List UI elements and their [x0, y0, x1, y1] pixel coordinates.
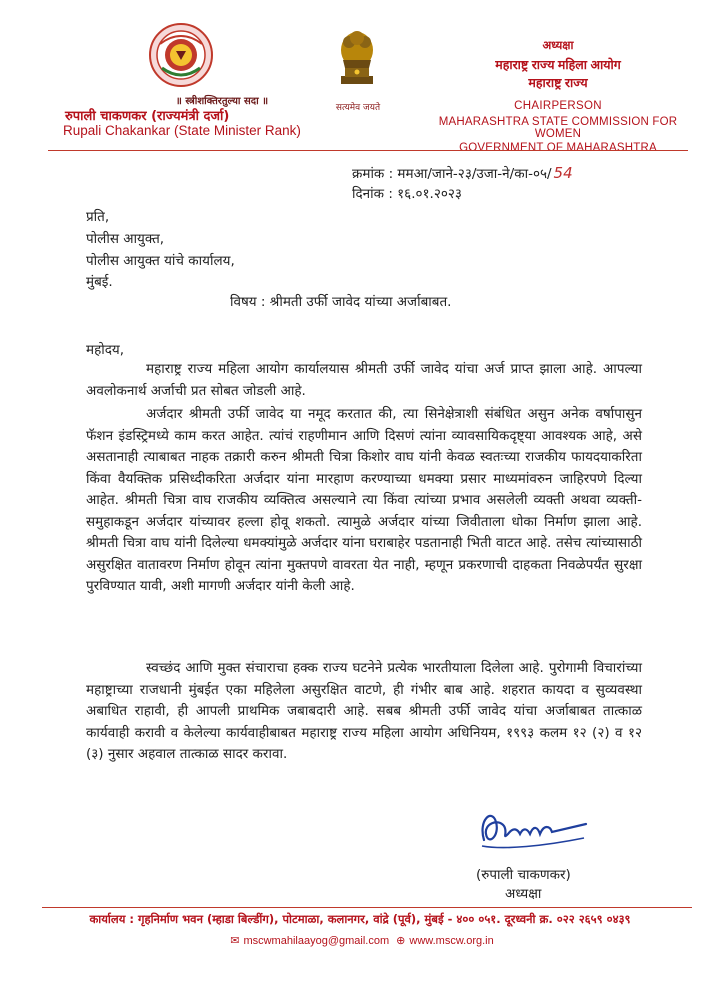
chairperson-name-marathi: रुपाली चाकणकर (राज्यमंत्री दर्जा)	[65, 109, 230, 124]
body-paragraph-3: स्वच्छंद आणि मुक्त संचाराचा हक्क राज्य घटनेने प्रत्येक भारतीयाला दिलेला आहे. पुरोगामी विचारांच्या महाष्ट्राच्या राजधानी मुंबईत एका महिलेला असुरक्षित वाटणे, ही गंभीर बाब आहे. शहरात कायदा व सुव्यवस्था अबाधित राहावी, ही आपली प्राथमिक जबाबदारी आहे. सबब श्रीमती उर्फी जावेद यांचा अर्जाबाबत तात्काळ कार्यवाही करावी व केलेल्या कार्यवाहीबाबत महाराष्ट्र राज्य महिला आयोग अधिनियम, १९९३ कलम १२ (२) व १२ (३) नुसार अहवाल तात्काळ सादर करावा.	[86, 660, 642, 762]
title-marathi: अध्यक्षा	[542, 40, 574, 52]
org-english: MAHARASHTRA STATE COMMISSION FOR WOMEN	[438, 116, 678, 140]
reference-number	[352, 164, 573, 182]
email-icon: ✉	[230, 935, 240, 947]
footer-website[interactable]: www.mscw.org.in	[409, 935, 494, 947]
signatory-title: अध्यक्षा	[505, 886, 542, 902]
reference-number-text: क्रमांक : ममआ/जाने-२३/उजा-ने/का-०५/	[352, 166, 552, 182]
body-paragraph-1: महाराष्ट्र राज्य महिला आयोग कार्यालयास श्रीमती उर्फी जावेद यांचा अर्ज प्राप्त झाला आहे. आपल्या अवलोकनार्थ अर्जाची प्रत सोबत जोडली आहे.	[86, 361, 642, 399]
signatory-name: (रुपाली चाकणकर)	[476, 867, 571, 883]
body-paragraph-2: अर्जदार श्रीमती उर्फी जावेद या नमूद करतात की, त्या सिनेक्षेत्राशी संबंधित असुन अनेक वर्षापासुन फॅशन इंडस्ट्रिमध्ये काम करत आहेत. त्यांचं राहणीमान आणि दिसणं त्यांना व्यावसायिकदृष्ट्या आवश्यक आहे, असे असतानाही त्याबाबत नाहक तक्रारी करुन श्रीमती चित्रा किशोर वाघ यांनी केवळ स्वतःच्या राजकीय फायदयाकरिता किंवा वैयक्तिक प्रसिध्दीकरिता अर्जदार यांना मारहाण करण्याच्या धमक्या प्रसार माध्यमांवरुन जाहिरपणे दिल्या आहेत. श्रीमती चित्रा वाघ राजकीय व्यक्तित्व असल्याने त्या किंवा त्यांच्या प्रभाव असलेली व्यक्ती अथवा व्यक्ती-समुहाकडून अर्जदार यांच्यावर हल्ला होवू शकतो. त्यामुळे अर्जदार यांच्या जिवीताला धोका निर्माण झाला आहे. श्रीमती चित्रा वाघ यांनी दिलेल्या धमक्यांमुळे अर्जदार यांना घराबाहेर पडतानाही भिती वाटत आहे. तसेच त्यांच्यासाठी असुरक्षित वातावरण निर्माण होवून त्यांना मुक्तपणे वावरता येत नाही, म्हणून प्रकरणाची दाहकता निवळेपर्यंत सुरक्षा पुरविण्यात यावी, अशी मागणी अर्जदार यांनी केली आहे.	[86, 406, 642, 594]
emblem-motto: सत्यमेव जयते	[335, 103, 381, 113]
gov-marathi: महाराष्ट्र राज्य	[528, 76, 588, 90]
commission-seal-icon	[148, 22, 214, 88]
handwritten-signature-icon	[474, 800, 594, 858]
footer-email[interactable]: mscwmahilaayog@gmail.com	[243, 935, 390, 947]
salutation: महोदय,	[86, 342, 125, 358]
reference-handwritten-number: 54	[553, 164, 573, 182]
org-marathi: महाराष्ट्र राज्य महिला आयोग	[495, 58, 621, 72]
reference-date: दिनांक : १६.०१.२०२३	[352, 186, 462, 202]
chairperson-name-english: Rupali Chakankar (State Minister Rank)	[63, 123, 301, 138]
address-line-4: मुंबई.	[86, 274, 113, 290]
globe-icon: ⊕	[396, 935, 406, 947]
letter-subject: विषय : श्रीमती उर्फी जावेद यांच्या अर्जाबाबत.	[230, 294, 452, 310]
footer-divider	[42, 907, 692, 908]
address-line-3: पोलीस आयुक्त यांचे कार्यालय,	[86, 253, 235, 269]
address-line-2: पोलीस आयुक्त,	[86, 231, 165, 247]
header-divider	[48, 150, 688, 151]
address-line-1: प्रति,	[86, 209, 110, 225]
gov-english: GOVERNMENT OF MAHARASHTRA	[459, 142, 657, 154]
national-emblem-icon	[331, 20, 383, 98]
footer-address: कार्यालय : गृहनिर्माण भवन (म्हाडा बिल्डींग), पोटमाळा, कलानगर, वांद्रे (पूर्व), मुंबई - ४०० ०५१. दूरध्वनी क्र. ०२२ २६५९ ०४३९	[89, 912, 631, 926]
left-motto: ॥ स्त्रीशक्तिरतुल्या सदा ॥	[175, 96, 269, 107]
letterhead-right-block	[418, 38, 698, 154]
title-english: CHAIRPERSON	[514, 100, 602, 112]
footer-contact	[0, 934, 720, 947]
